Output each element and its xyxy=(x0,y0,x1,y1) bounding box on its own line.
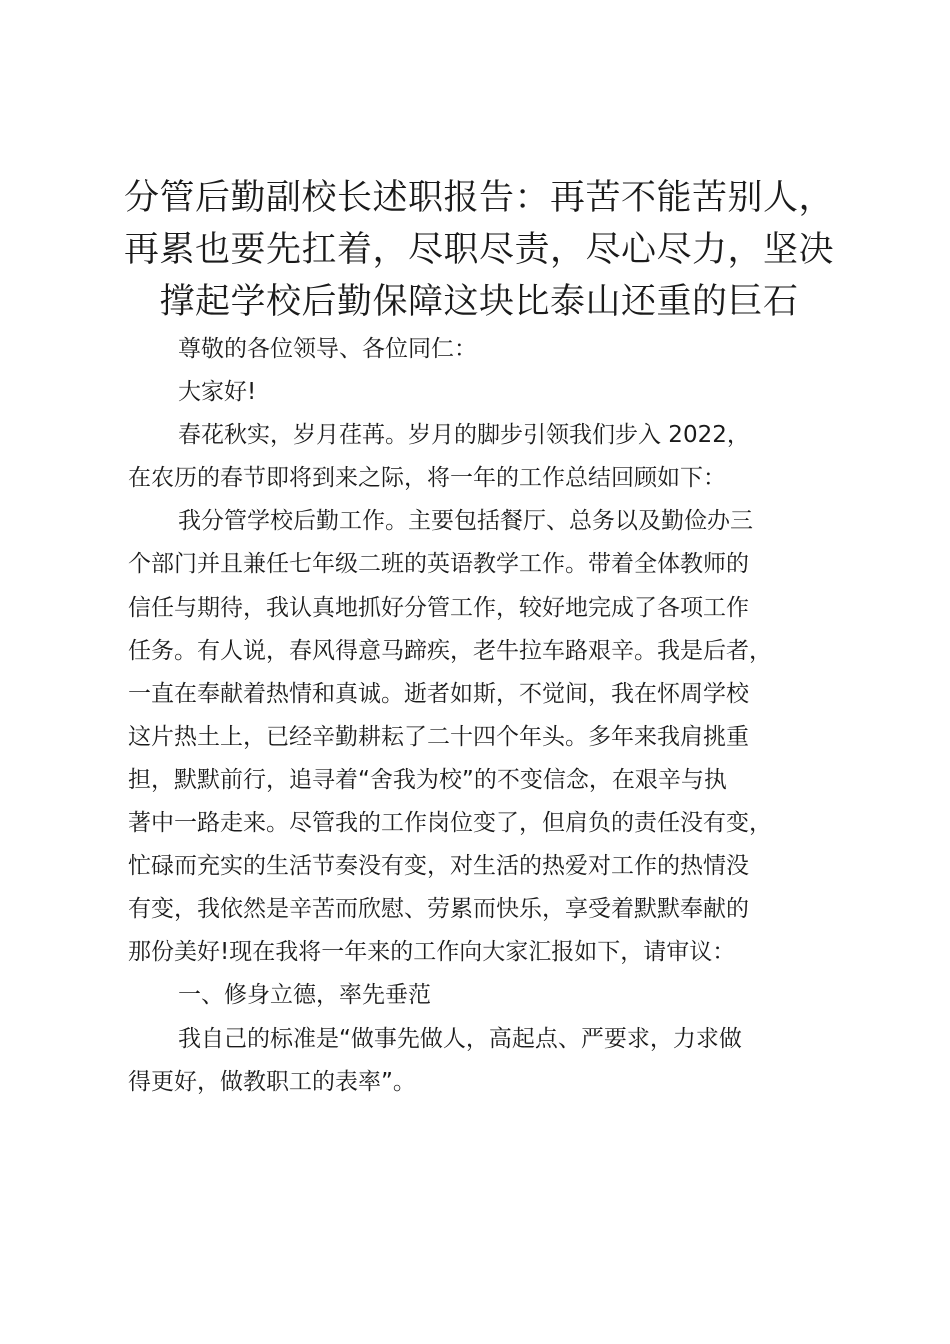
body-line: 担，默默前行，追寻着“舍我为校”的不变信念，在艰辛与执 xyxy=(128,766,727,793)
body-line: 我分管学校后勤工作。主要包括餐厅、总务以及勤俭办三 xyxy=(178,508,753,535)
body-line: 在农历的春节即将到来之际，将一年的工作总结回顾如下： xyxy=(128,465,726,492)
greeting: 大家好! xyxy=(178,379,257,406)
body-line: 这片热土上，已经辛勤耕耘了二十四个年头。多年来我肩挑重 xyxy=(128,723,749,750)
body-line: 个部门并且兼任七年级二班的英语教学工作。带着全体教师的 xyxy=(128,551,749,578)
title-line-3: 撑起学校后勤保障这块比泰山还重的巨石 xyxy=(159,282,799,322)
body-line: 那份美好!现在我将一年来的工作向大家汇报如下，请审议： xyxy=(128,939,736,966)
body-line: 一直在奉献着热情和真诚。逝者如斯，不觉间，我在怀周学校 xyxy=(128,680,749,707)
body-line: 信任与期待，我认真地抓好分管工作，较好地完成了各项工作 xyxy=(128,594,749,621)
salutation: 尊敬的各位领导、各位同仁： xyxy=(178,336,477,362)
body-line: 得更好，做教职工的表率”。 xyxy=(128,1068,416,1095)
title-line-1: 分管后勤副校长述职报告：再苦不能苦别人， xyxy=(123,178,834,218)
title-line-2: 再累也要先扛着，尽职尽责，尽心尽力，坚决 xyxy=(123,230,834,270)
body-line: 有变，我依然是辛苦而欣慰、劳累而快乐，享受着默默奉献的 xyxy=(128,896,749,923)
document-body xyxy=(128,328,848,1104)
body-line: 春花秋实，岁月荏苒。岁月的脚步引领我们步入 2022， xyxy=(178,422,750,449)
body-line: 任务。有人说，春风得意马蹄疾，老牛拉车路艰辛。我是后者， xyxy=(128,637,772,664)
body-line: 著中一路走来。尽管我的工作岗位变了，但肩负的责任没有变， xyxy=(128,810,772,837)
section-heading: 一、修身立德，率先垂范 xyxy=(178,982,431,1009)
document-title xyxy=(118,172,840,328)
body-line: 忙碌而充实的生活节奏没有变，对生活的热爱对工作的热情没 xyxy=(128,853,749,880)
body-line: 我自己的标准是“做事先做人，高起点、严要求，力求做 xyxy=(178,1025,742,1052)
